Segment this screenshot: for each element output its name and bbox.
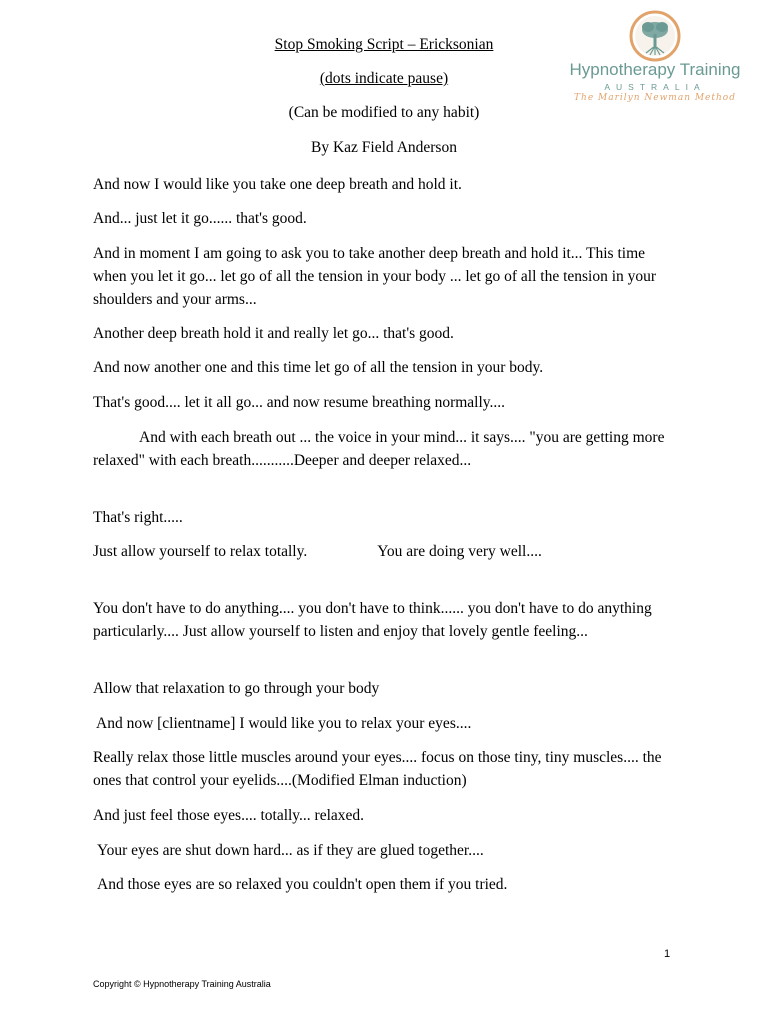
paragraph: And now [clientname] I would like you to relax your eyes.... [96,715,472,732]
script-subtitle-line [92,70,676,88]
paragraph: And in moment I am going to ask you to take another deep breath and hold it... This time when you let it go... let go of all the tension in your body ... let go of all the tension in your shoulders and your arms... [93,245,657,308]
paragraph: Another deep breath hold it and really let go... that's good. [93,325,454,342]
company-logo [560,10,750,110]
script-note: (Can be modified to any habit) [288,104,480,121]
paragraph: Really relax those little muscles around your eyes.... focus on those tiny, tiny muscles.... the ones that control your eyelids....(Modified Elman induction) [93,749,662,789]
paragraph: And... just let it go...... that's good. [93,210,307,227]
paragraph: And with each breath out ... the voice in your mind... it says.... "you are getting more relaxed" with each breath...........Deeper and deeper relaxed... [93,429,665,469]
paragraph: That's good.... let it all go... and now resume breathing normally.... [93,394,506,411]
script-title: Stop Smoking Script – Ericksonian [274,36,494,53]
paragraph-right: You are doing very well.... [377,543,542,560]
paragraph: And now I would like you take one deep breath and hold it. [93,176,462,193]
logo-subtitle: AUSTRALIA [604,82,706,92]
paragraph: And just feel those eyes.... totally... relaxed. [93,807,365,824]
copyright-footer: Copyright © Hypnotherapy Training Australia [93,979,271,989]
script-author: By Kaz Field Anderson [311,139,457,156]
paragraph-left: Just allow yourself to relax totally. [93,543,308,560]
paragraph-split [93,540,673,563]
logo-title: Hypnotherapy Training [569,60,741,79]
paragraph: And now another one and this time let go of all the tension in your body. [93,359,544,376]
paragraph: Allow that relaxation to go through your body [93,680,380,697]
paragraph: That's right..... [93,509,183,526]
paragraph: And those eyes are so relaxed you couldn't open them if you tried. [97,876,508,893]
script-subtitle: (dots indicate pause) [319,70,449,87]
script-title-line [92,36,676,54]
page-number: 1 [664,948,671,960]
paragraph: You don't have to do anything.... you don't have to think...... you don't have to do anything particularly.... Just allow yourself to listen and enjoy that lovely gentle feeling... [93,600,652,640]
paragraph: Your eyes are shut down hard... as if they are glued together.... [97,842,484,859]
logo-tagline: The Marilyn Newman Method [574,93,736,103]
